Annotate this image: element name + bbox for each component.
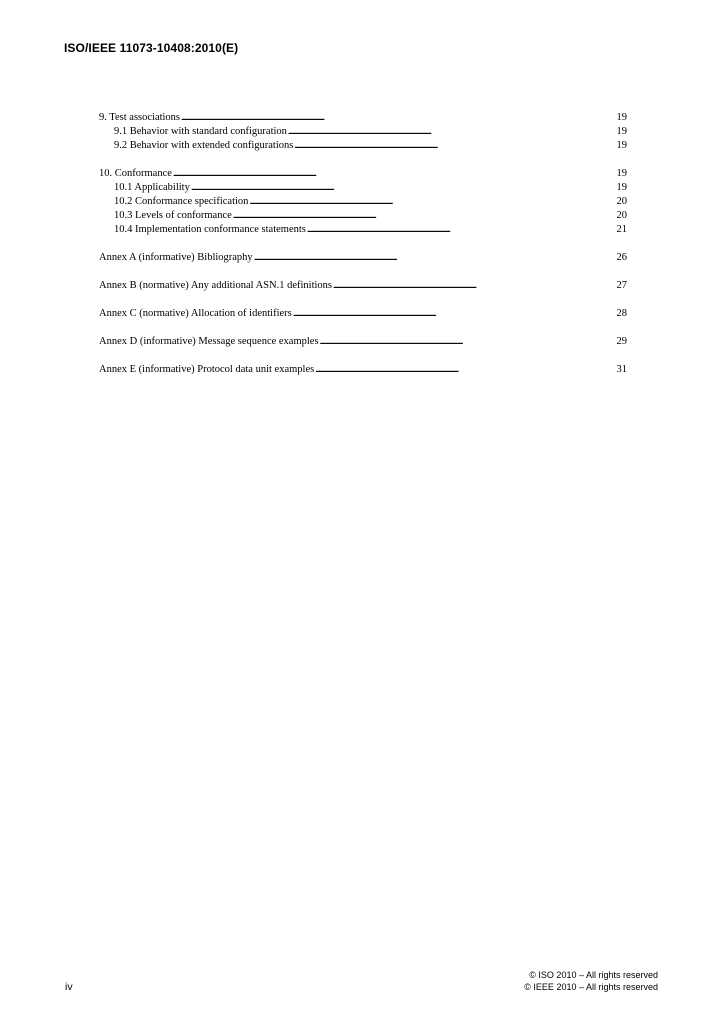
toc-entry[interactable] (99, 139, 627, 153)
toc-entry-page: 19 (616, 168, 627, 179)
toc-entry-label: 9.2 Behavior with extended configurations (114, 140, 294, 151)
toc-dot-leader (173, 167, 616, 181)
toc-entry-label: Annex B (normative) Any additional ASN.1 definitions (99, 280, 333, 291)
toc-dot-leader (293, 307, 616, 321)
toc-entry[interactable] (99, 125, 627, 139)
toc-group (99, 111, 627, 153)
toc-entry-label: 9. Test associations (99, 112, 181, 123)
toc-dot-leader (333, 279, 615, 293)
toc-entry-page: 28 (616, 308, 627, 319)
toc-entry[interactable] (99, 209, 627, 223)
toc-entry-label: 10. Conformance (99, 168, 172, 179)
toc-dot-leader (294, 139, 615, 153)
toc-entry-page: 19 (616, 112, 627, 123)
toc-entry[interactable] (99, 223, 627, 237)
toc-entry[interactable] (99, 167, 627, 181)
toc-entry[interactable] (99, 251, 627, 265)
copyright-ieee: © IEEE 2010 – All rights reserved (524, 982, 658, 992)
toc-entry-label: Annex E (informative) Protocol data unit examples (99, 364, 315, 375)
toc-group (99, 307, 627, 321)
toc-entry-label: Annex A (informative) Bibliography (99, 252, 253, 263)
toc-entry-label: Annex C (normative) Allocation of identifiers (99, 308, 292, 319)
toc-entry-page: 20 (616, 196, 627, 207)
toc-dot-leader (181, 111, 615, 125)
toc-entry[interactable] (99, 111, 627, 125)
toc-dot-leader (307, 223, 616, 237)
toc-entry-page: 29 (616, 336, 627, 347)
toc-entry-page: 27 (616, 280, 627, 291)
toc-dot-leader (249, 195, 615, 209)
toc-entry-page: 21 (616, 224, 627, 235)
toc-entry-page: 26 (616, 252, 627, 263)
toc-entry-label: 10.3 Levels of conformance (114, 210, 232, 221)
page-number: iv (65, 981, 73, 993)
toc-entry[interactable] (99, 335, 627, 349)
toc-group (99, 335, 627, 349)
toc-entry-label: 10.2 Conformance specification (114, 196, 249, 207)
toc-dot-leader (191, 181, 616, 195)
toc-entry[interactable] (99, 307, 627, 321)
toc-entry-page: 20 (616, 210, 627, 221)
table-of-contents (99, 111, 627, 391)
toc-entry-page: 19 (616, 182, 627, 193)
toc-entry-label: Annex D (informative) Message sequence examples (99, 336, 319, 347)
copyright-iso: © ISO 2010 – All rights reserved (529, 970, 658, 980)
toc-entry-label: 10.1 Applicability (114, 182, 190, 193)
toc-group (99, 251, 627, 265)
toc-entry[interactable] (99, 363, 627, 377)
toc-dot-leader (254, 251, 616, 265)
toc-group (99, 279, 627, 293)
toc-entry-label: 10.4 Implementation conformance statements (114, 224, 306, 235)
toc-group (99, 363, 627, 377)
toc-entry[interactable] (99, 195, 627, 209)
toc-dot-leader (233, 209, 616, 223)
toc-dot-leader (320, 335, 616, 349)
toc-dot-leader (288, 125, 616, 139)
toc-entry-page: 31 (616, 364, 627, 375)
toc-dot-leader (315, 363, 615, 377)
toc-group (99, 167, 627, 237)
toc-entry-page: 19 (616, 126, 627, 137)
toc-entry-label: 9.1 Behavior with standard configuration (114, 126, 287, 137)
toc-entry[interactable] (99, 279, 627, 293)
copyright-notice (524, 969, 658, 993)
toc-entry-page: 19 (616, 140, 627, 151)
document-header-title: ISO/IEEE 11073-10408:2010(E) (64, 41, 239, 55)
toc-entry[interactable] (99, 181, 627, 195)
